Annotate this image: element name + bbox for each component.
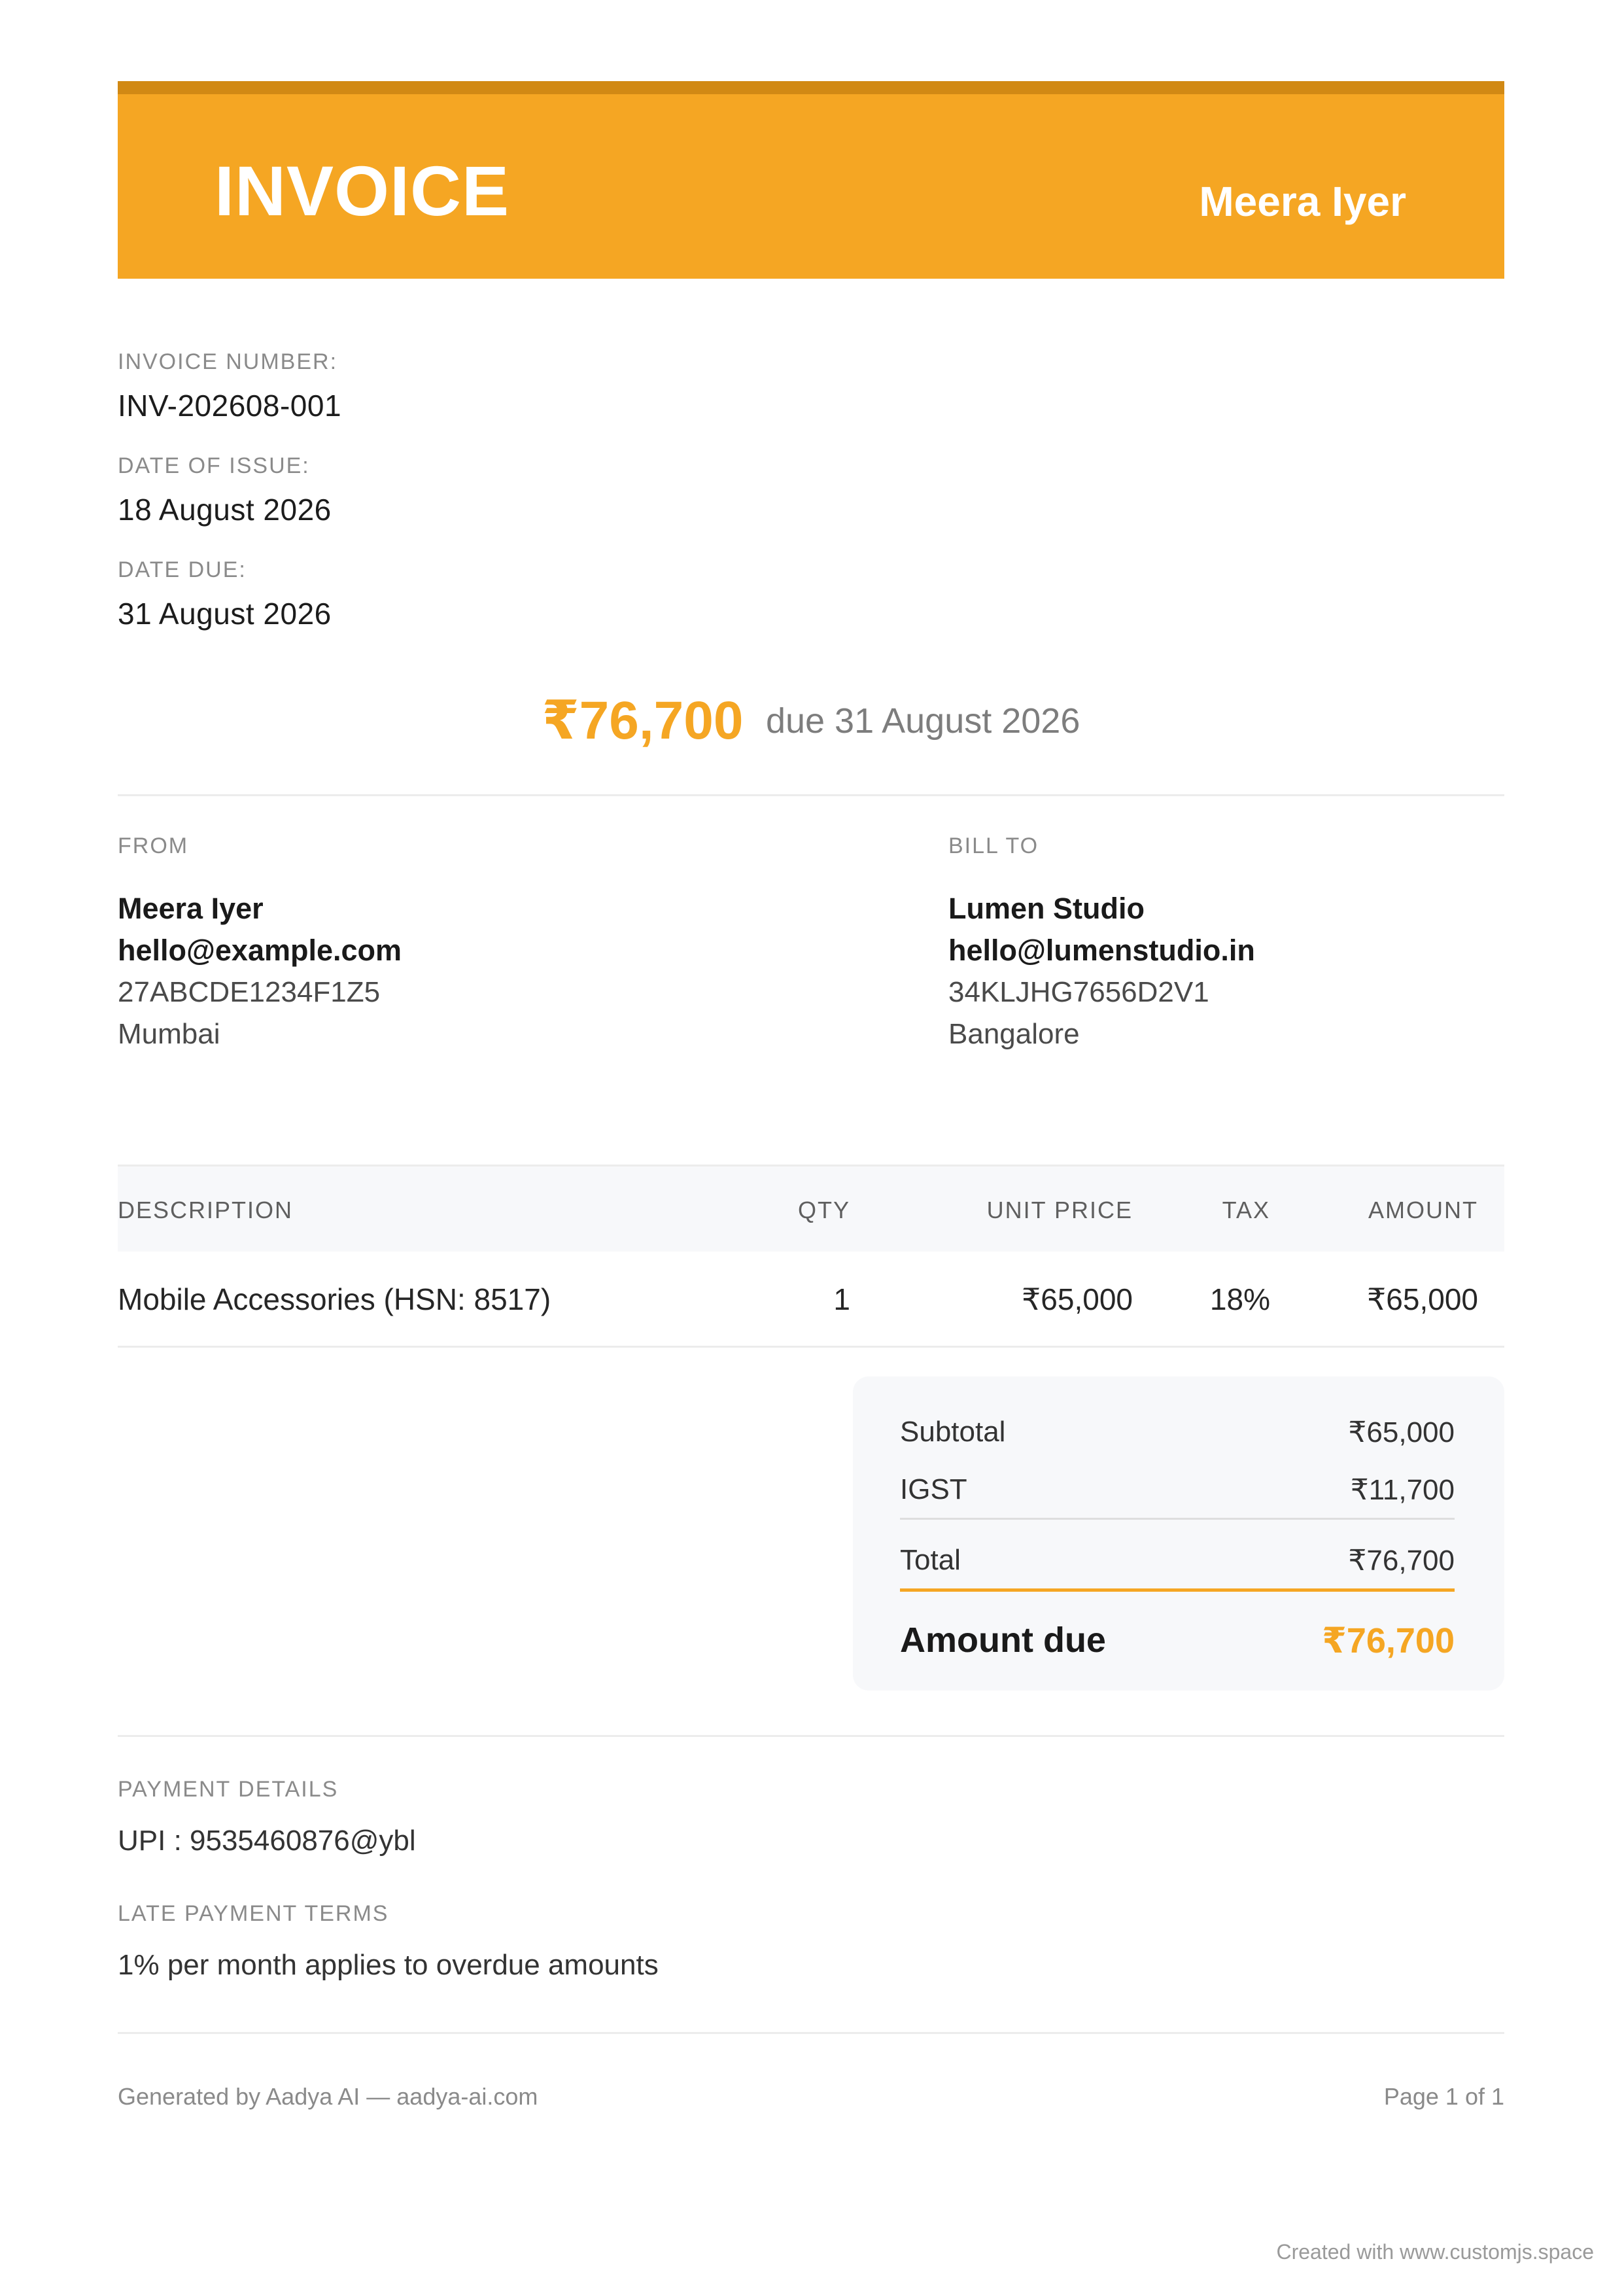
issuer-name: Meera Iyer bbox=[1199, 178, 1406, 225]
headline-amount: ₹76,700 bbox=[542, 691, 744, 750]
header-amount: AMOUNT bbox=[1368, 1197, 1478, 1223]
invoice-number: INV-202608-001 bbox=[118, 389, 342, 423]
bill-to-email: hello@lumenstudio.in bbox=[948, 934, 1255, 967]
header-tax: TAX bbox=[1222, 1197, 1270, 1223]
amount-due-value: ₹76,700 bbox=[1322, 1621, 1455, 1660]
generated-by: Generated by Aadya AI — aadya-ai.com bbox=[118, 2083, 538, 2110]
totals-box bbox=[853, 1376, 1504, 1691]
header-unit-price: UNIT PRICE bbox=[986, 1197, 1133, 1223]
table-row bbox=[118, 1252, 1504, 1348]
from-name: Meera Iyer bbox=[118, 892, 264, 925]
amount-due-label: Amount due bbox=[900, 1621, 1106, 1660]
table-header bbox=[118, 1165, 1504, 1252]
bill-to-gstin: 34KLJHG7656D2V1 bbox=[948, 976, 1209, 1008]
igst-row bbox=[900, 1473, 1455, 1506]
row-qty: 1 bbox=[833, 1282, 850, 1316]
invoice-number-label: INVOICE NUMBER: bbox=[118, 349, 338, 374]
from-gstin: 27ABCDE1234F1Z5 bbox=[118, 976, 381, 1008]
totals-divider bbox=[900, 1518, 1455, 1520]
page-footer bbox=[118, 2083, 1504, 2111]
line-items-table bbox=[118, 1165, 1504, 1348]
totals-accent-divider bbox=[900, 1588, 1455, 1592]
page-number: Page 1 of 1 bbox=[1383, 2083, 1504, 2110]
bill-to-name: Lumen Studio bbox=[948, 892, 1145, 925]
created-with-credit: Created with www.customjs.space bbox=[1276, 2240, 1594, 2264]
payment-details-label: PAYMENT DETAILS bbox=[118, 1777, 339, 1802]
subtotal-value: ₹65,000 bbox=[1348, 1416, 1455, 1448]
from-email: hello@example.com bbox=[118, 934, 402, 967]
header-description: DESCRIPTION bbox=[118, 1197, 294, 1223]
total-row bbox=[900, 1544, 1455, 1577]
divider bbox=[118, 794, 1504, 796]
due-date-label: DATE DUE: bbox=[118, 557, 247, 582]
due-date-block bbox=[118, 557, 341, 631]
late-payment-terms bbox=[118, 1901, 659, 1982]
invoice-title: INVOICE bbox=[215, 151, 510, 230]
row-tax: 18% bbox=[1209, 1282, 1270, 1316]
late-terms-text: 1% per month applies to overdue amounts bbox=[118, 1949, 659, 1981]
issue-date-label: DATE OF ISSUE: bbox=[118, 453, 310, 478]
invoice-number-block bbox=[118, 349, 341, 423]
subtotal-label: Subtotal bbox=[900, 1416, 1006, 1448]
row-unit-price: ₹65,000 bbox=[1022, 1282, 1133, 1316]
payment-details-text: UPI : 9535460876@ybl bbox=[118, 1825, 416, 1857]
subtotal-row bbox=[900, 1416, 1455, 1448]
igst-value: ₹11,700 bbox=[1350, 1474, 1455, 1506]
igst-label: IGST bbox=[900, 1473, 967, 1505]
amount-headline bbox=[118, 690, 1504, 752]
issue-date: 18 August 2026 bbox=[118, 493, 332, 527]
amount-due-row bbox=[900, 1620, 1455, 1660]
invoice-header bbox=[118, 81, 1504, 279]
issue-date-block bbox=[118, 453, 341, 527]
row-amount: ₹65,000 bbox=[1367, 1282, 1478, 1316]
total-label: Total bbox=[900, 1544, 961, 1576]
bill-to-block bbox=[948, 833, 1255, 1055]
payment-details bbox=[118, 1777, 416, 1857]
row-description: Mobile Accessories (HSN: 8517) bbox=[118, 1282, 551, 1316]
from-city: Mumbai bbox=[118, 1018, 220, 1050]
header-qty: QTY bbox=[797, 1197, 850, 1223]
bill-to-label: BILL TO bbox=[948, 833, 1039, 858]
invoice-meta bbox=[118, 349, 341, 661]
invoice-page bbox=[118, 81, 1504, 2110]
late-terms-label: LATE PAYMENT TERMS bbox=[118, 1901, 389, 1926]
headline-due-text: due 31 August 2026 bbox=[765, 701, 1080, 741]
bill-to-city: Bangalore bbox=[948, 1018, 1080, 1050]
divider bbox=[118, 2032, 1504, 2034]
from-block bbox=[118, 833, 402, 1055]
divider bbox=[118, 1735, 1504, 1737]
total-value: ₹76,700 bbox=[1348, 1545, 1455, 1577]
due-date: 31 August 2026 bbox=[118, 597, 332, 631]
from-label: FROM bbox=[118, 833, 189, 858]
